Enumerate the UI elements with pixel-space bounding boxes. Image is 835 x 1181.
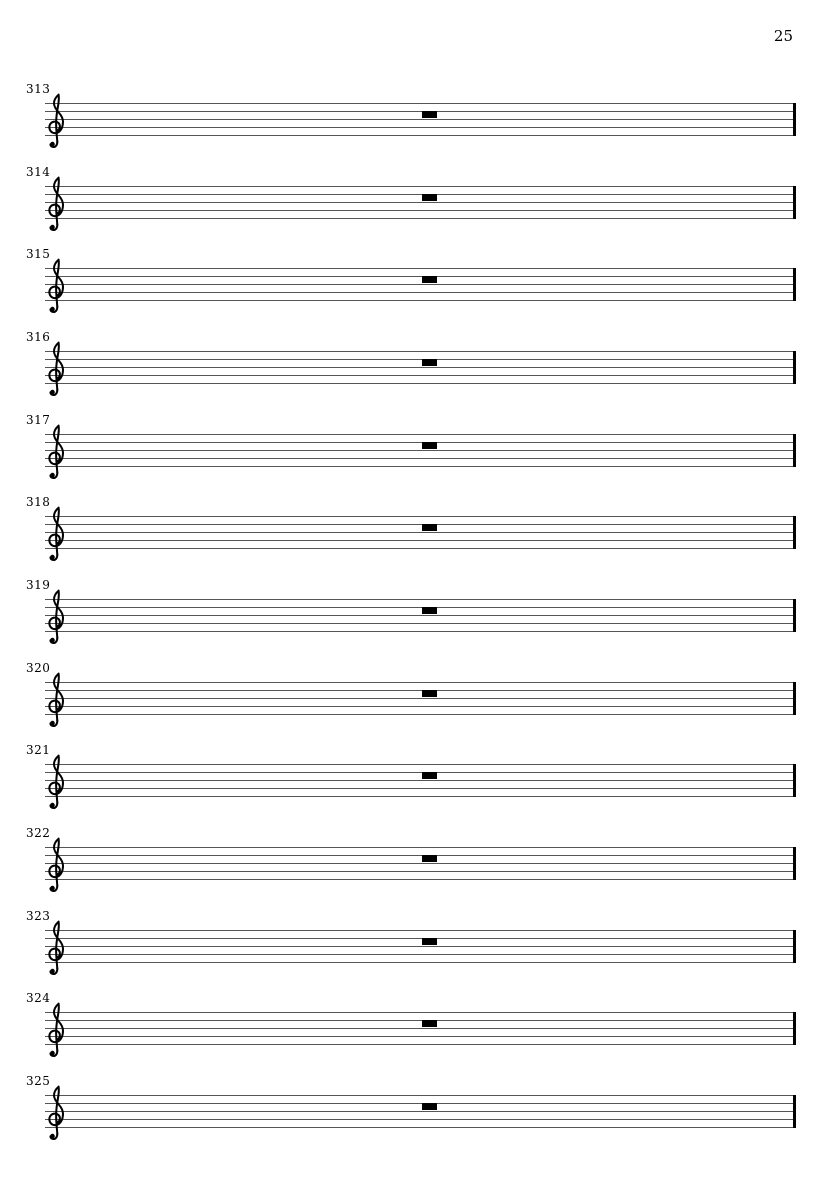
staff-line [45, 532, 796, 533]
measure-number: 316 [26, 330, 51, 344]
treble-clef-icon [46, 919, 68, 977]
treble-clef-icon [46, 257, 68, 315]
staff-line [45, 788, 796, 789]
staff-line [45, 599, 796, 600]
whole-rest-icon [422, 1103, 437, 1110]
staff-line [45, 276, 796, 277]
barline [793, 1095, 796, 1128]
whole-rest-icon [422, 1020, 437, 1027]
whole-rest-icon [422, 690, 437, 697]
staff-line [45, 764, 796, 765]
staff-line [45, 714, 796, 715]
staff-line [45, 375, 796, 376]
staff-line [45, 450, 796, 451]
treble-clef-icon [46, 1084, 68, 1142]
staff-line [45, 631, 796, 632]
staff-line [45, 383, 796, 384]
whole-rest-icon [422, 442, 437, 449]
staff-line [45, 615, 796, 616]
staff-line [45, 930, 796, 931]
measure-number: 315 [26, 247, 51, 261]
staff-line [45, 292, 796, 293]
staff-line [45, 210, 796, 211]
treble-clef-icon [46, 1001, 68, 1059]
treble-clef-icon [46, 836, 68, 894]
staff-line [45, 516, 796, 517]
staff-system [26, 82, 796, 136]
measure-number: 318 [26, 495, 51, 509]
staff-line [45, 623, 796, 624]
treble-clef-icon [46, 340, 68, 398]
staff-line [45, 202, 796, 203]
staff-system [26, 413, 796, 467]
staff-line [45, 682, 796, 683]
staff-line [45, 780, 796, 781]
staff-line [45, 127, 796, 128]
barline [793, 516, 796, 549]
staff-line [45, 938, 796, 939]
staff-line [45, 194, 796, 195]
staff-system [26, 826, 796, 880]
whole-rest-icon [422, 938, 437, 945]
measure-number: 324 [26, 991, 51, 1005]
staff-line [45, 698, 796, 699]
treble-clef-icon [46, 588, 68, 646]
staff-system [26, 578, 796, 632]
staff-line [45, 796, 796, 797]
measure-number: 320 [26, 661, 51, 675]
staff-line [45, 300, 796, 301]
whole-rest-icon [422, 855, 437, 862]
staff-system [26, 330, 796, 384]
barline [793, 186, 796, 219]
measure-number: 313 [26, 82, 51, 96]
barline [793, 930, 796, 963]
staff-system [26, 247, 796, 301]
staff-line [45, 871, 796, 872]
barline [793, 351, 796, 384]
staff-system [26, 1074, 796, 1128]
staff-line [45, 855, 796, 856]
measure-number: 321 [26, 743, 51, 757]
staff-line [45, 119, 796, 120]
staff-line [45, 1020, 796, 1021]
staff-line [45, 772, 796, 773]
whole-rest-icon [422, 772, 437, 779]
treble-clef-icon [46, 423, 68, 481]
staff-line [45, 548, 796, 549]
staff-line [45, 186, 796, 187]
measure-number: 323 [26, 909, 51, 923]
staff-line [45, 458, 796, 459]
staff-system [26, 991, 796, 1045]
staff-line [45, 359, 796, 360]
staff-line [45, 1028, 796, 1029]
staff-system [26, 909, 796, 963]
treble-clef-icon [46, 671, 68, 729]
barline [793, 599, 796, 632]
staff-line [45, 954, 796, 955]
staff-line [45, 1103, 796, 1104]
whole-rest-icon [422, 607, 437, 614]
whole-rest-icon [422, 524, 437, 531]
staff-system [26, 495, 796, 549]
staff-line [45, 1036, 796, 1037]
staff-line [45, 1095, 796, 1096]
measure-number: 319 [26, 578, 51, 592]
whole-rest-icon [422, 359, 437, 366]
barline [793, 1012, 796, 1045]
treble-clef-icon [46, 505, 68, 563]
barline [793, 103, 796, 136]
staff-line [45, 367, 796, 368]
staff-line [45, 524, 796, 525]
staff-system [26, 661, 796, 715]
measure-number: 314 [26, 165, 51, 179]
staff-line [45, 1119, 796, 1120]
staff-line [45, 1044, 796, 1045]
treble-clef-icon [46, 92, 68, 150]
staff-line [45, 946, 796, 947]
barline [793, 434, 796, 467]
staff-system [26, 743, 796, 797]
staff-line [45, 218, 796, 219]
staff-line [45, 351, 796, 352]
staff-line [45, 284, 796, 285]
staff-line [45, 434, 796, 435]
staff-line [45, 1012, 796, 1013]
staff-line [45, 135, 796, 136]
measure-number: 317 [26, 413, 51, 427]
staff-system [26, 165, 796, 219]
measure-number: 322 [26, 826, 51, 840]
staff-line [45, 847, 796, 848]
staff-line [45, 103, 796, 104]
staff-line [45, 706, 796, 707]
barline [793, 682, 796, 715]
whole-rest-icon [422, 111, 437, 118]
page-number: 25 [773, 27, 793, 45]
treble-clef-icon [46, 175, 68, 233]
barline [793, 764, 796, 797]
staff-line [45, 879, 796, 880]
measure-number: 325 [26, 1074, 51, 1088]
staff-line [45, 863, 796, 864]
staff-line [45, 466, 796, 467]
staff-line [45, 111, 796, 112]
whole-rest-icon [422, 194, 437, 201]
barline [793, 847, 796, 880]
staff-line [45, 1127, 796, 1128]
whole-rest-icon [422, 276, 437, 283]
staff-line [45, 607, 796, 608]
barline [793, 268, 796, 301]
staff-line [45, 1111, 796, 1112]
staff-line [45, 268, 796, 269]
staff-line [45, 540, 796, 541]
staff-line [45, 690, 796, 691]
treble-clef-icon [46, 753, 68, 811]
staff-line [45, 442, 796, 443]
staff-line [45, 962, 796, 963]
